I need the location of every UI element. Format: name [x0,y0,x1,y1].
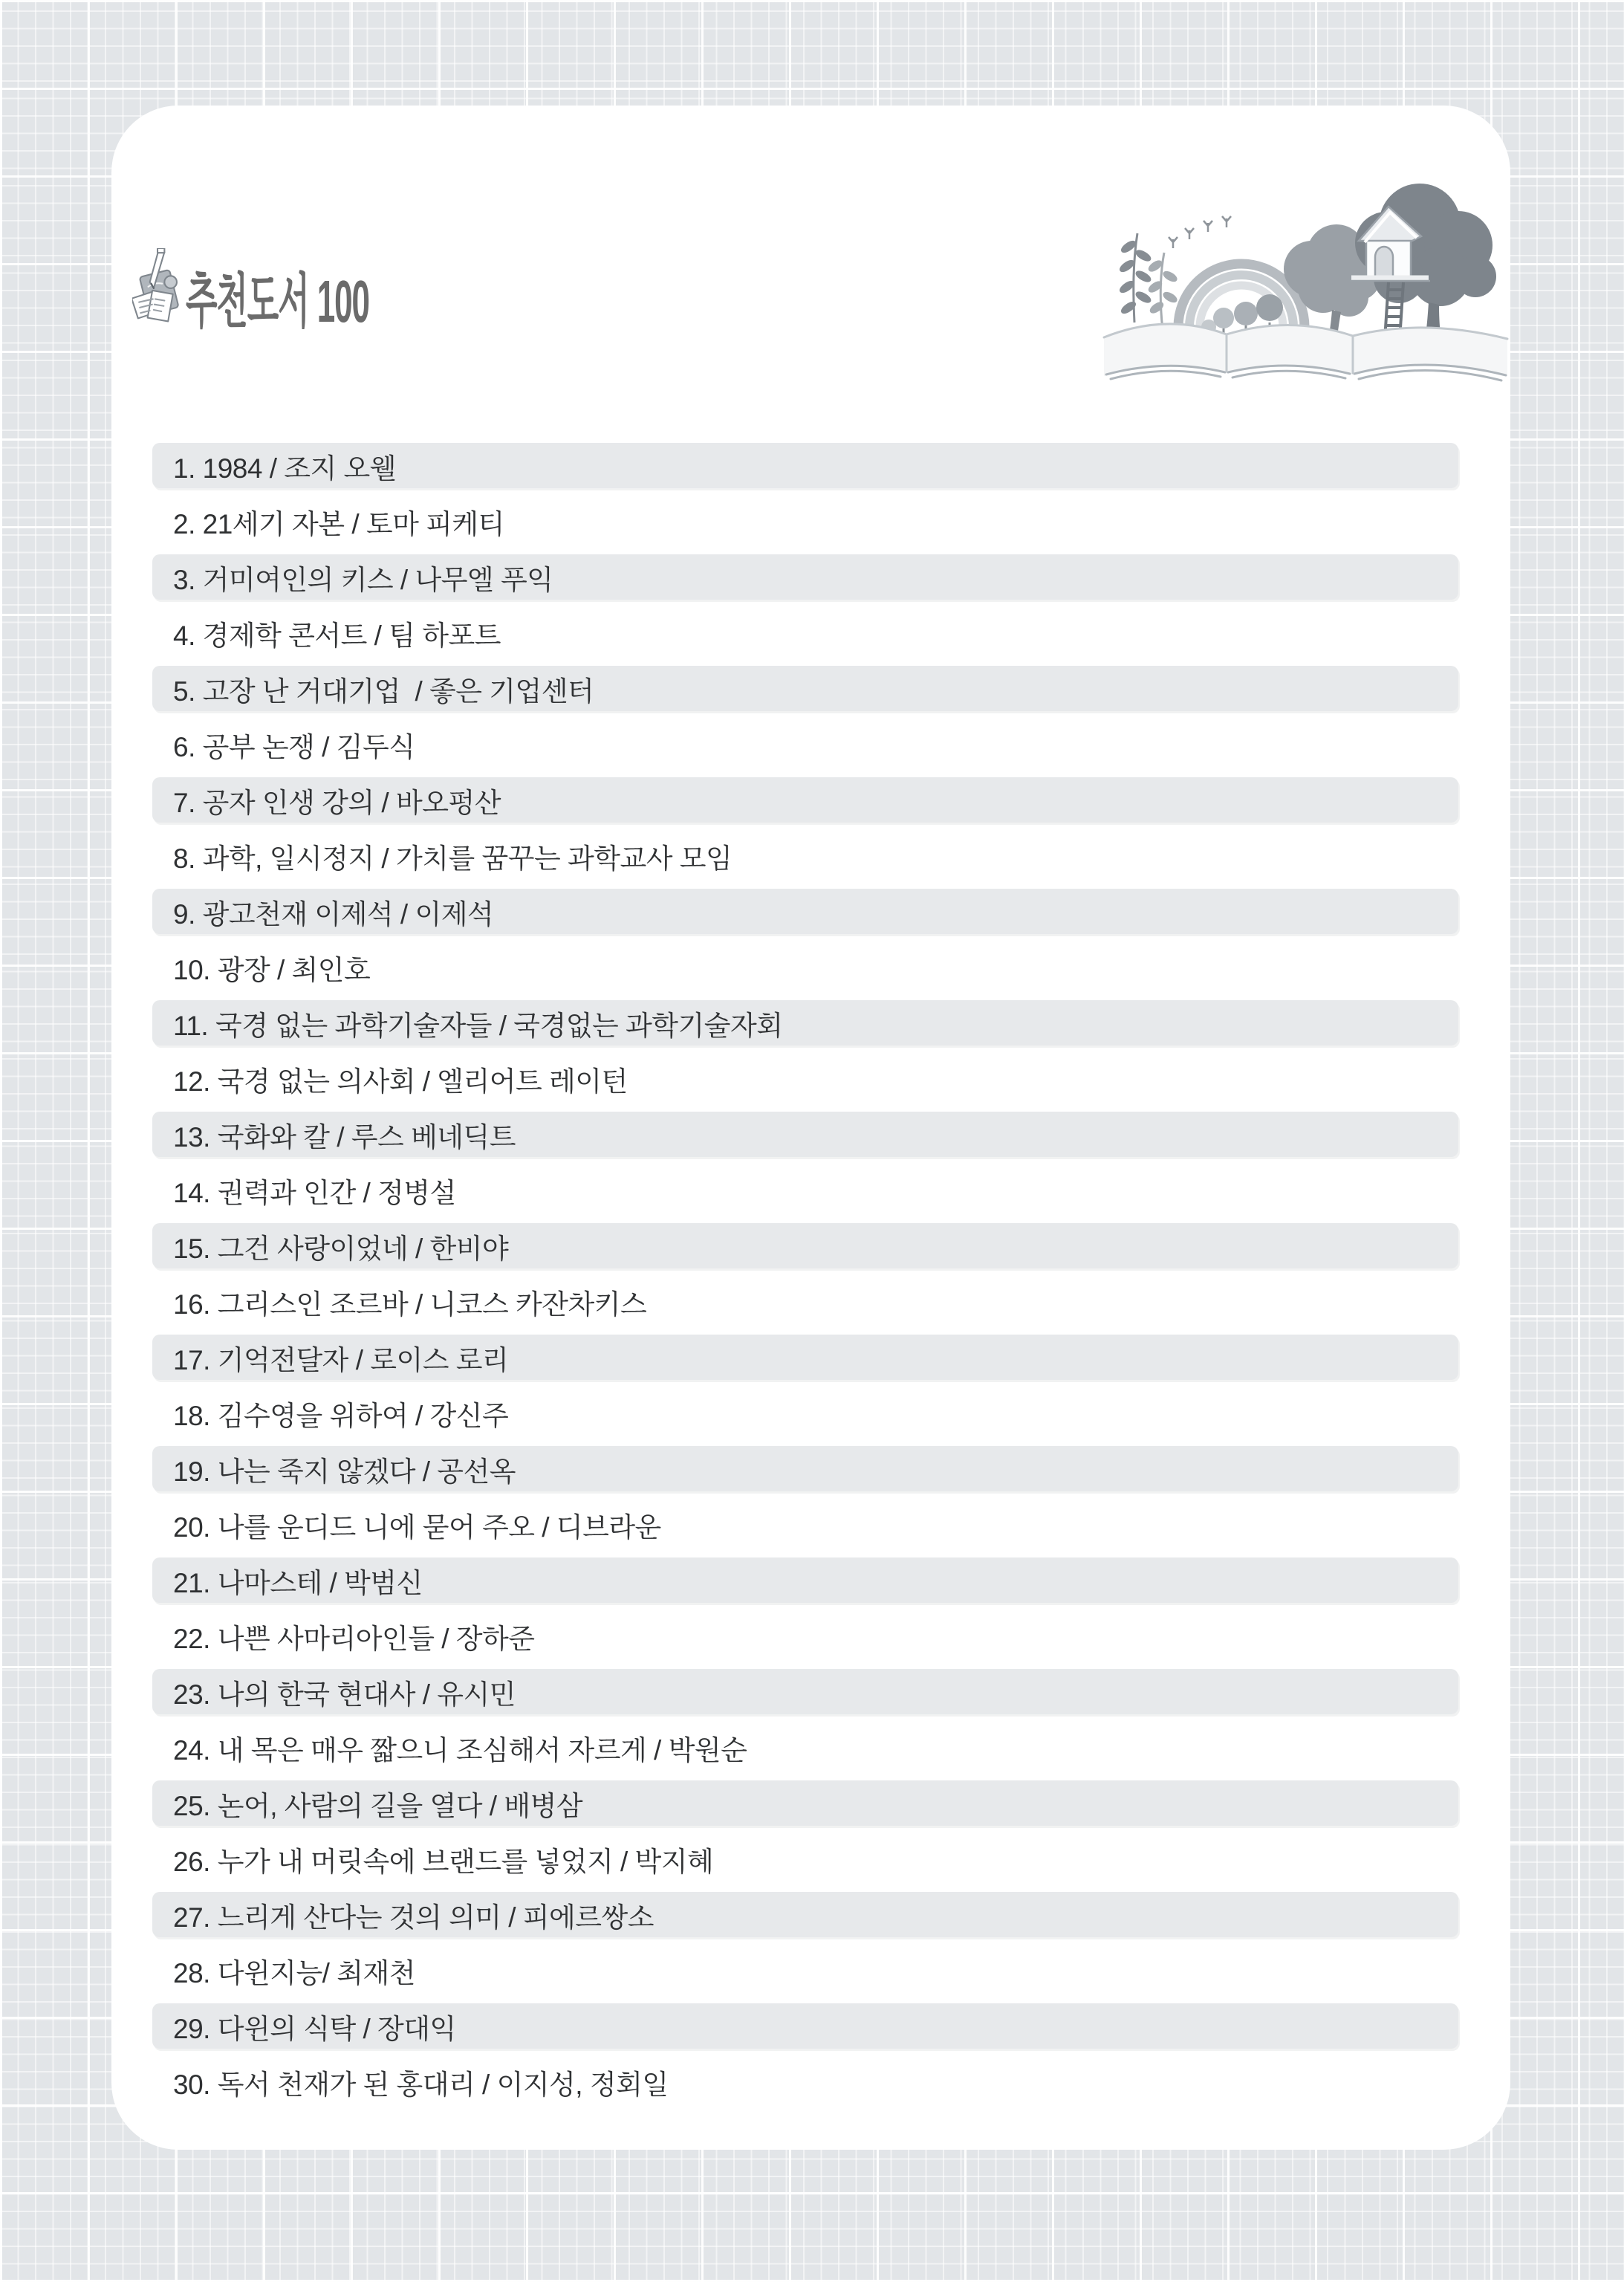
list-item [152,1112,1458,1157]
list-item-label: 26. 누가 내 머릿속에 브랜드를 넣었지 / 박지혜 [173,1846,714,1877]
list-item-label: 13. 국화와 칼 / 루스 베네딕트 [173,1121,516,1153]
content-card [111,106,1510,2150]
list-item [152,1167,1458,1213]
list-item-label: 14. 권력과 인간 / 정병설 [173,1177,456,1208]
list-item [152,944,1458,990]
list-item [152,1836,1458,1881]
list-item-label: 25. 논어, 사람의 길을 열다 / 배병삼 [173,1790,583,1821]
list-item [152,1446,1458,1491]
list-item [152,1613,1458,1659]
list-item-label: 2. 21세기 자본 / 토마 피케티 [173,508,504,539]
list-item [152,1279,1458,1324]
list-item-label: 24. 내 목은 매우 짧으니 조심해서 자르게 / 박원순 [173,1734,747,1766]
list-item-label: 30. 독서 천재가 된 홍대리 / 이지성, 정회일 [173,2069,669,2100]
list-item [152,2059,1458,2104]
list-item [152,1948,1458,1993]
list-item [152,1000,1458,1046]
pen-and-notepad-icon [132,248,181,331]
list-item [152,833,1458,878]
list-item [152,1780,1458,1826]
list-item-label: 9. 광고천재 이제석 / 이제석 [173,898,494,930]
list-item-label: 3. 거미여인의 키스 / 나무엘 푸익 [173,564,553,595]
list-item-label: 5. 고장 난 거대기업 / 좋은 기업센터 [173,675,594,707]
list-item-label: 27. 느리게 산다는 것의 의미 / 피에르쌍소 [173,1902,655,1933]
list-item [152,1892,1458,1937]
list-item [152,777,1458,823]
list-item [152,1669,1458,1714]
list-item-label: 4. 경제학 콘서트 / 팀 하포트 [173,620,501,651]
list-item-label: 29. 다윈의 식탁 / 장대익 [173,2013,456,2044]
list-item-label: 6. 공부 논쟁 / 김두식 [173,731,415,762]
list-item-label: 1. 1984 / 조지 오웰 [173,453,397,484]
list-item [152,1335,1458,1380]
list-item [152,499,1458,544]
list-item-label: 10. 광장 / 최인호 [173,954,371,985]
list-item-label: 22. 나쁜 사마리아인들 / 장하준 [173,1623,535,1654]
list-item-label: 16. 그리스인 조르바 / 니코스 카잔차키스 [173,1289,647,1320]
list-item-label: 21. 나마스테 / 박범신 [173,1567,423,1598]
book-list [152,443,1458,2115]
list-item-label: 18. 김수영을 위하여 / 강신주 [173,1400,509,1431]
list-item [152,1725,1458,1770]
list-item-label: 20. 나를 운디드 니에 묻어 주오 / 디브라운 [173,1511,661,1543]
list-item [152,666,1458,711]
list-item-label: 11. 국경 없는 과학기술자들 / 국경없는 과학기술자회 [173,1010,783,1041]
list-item-label: 28. 다윈지능/ 최재천 [173,1957,415,1988]
list-item-label: 12. 국경 없는 의사회 / 엘리어트 레이턴 [173,1066,628,1097]
list-item-label: 17. 기억전달자 / 로이스 로리 [173,1344,509,1375]
list-item [152,1502,1458,1547]
list-item [152,554,1458,600]
list-item [152,722,1458,767]
treehouse-on-books-illustration [1100,165,1510,388]
list-item-label: 15. 그건 사랑이었네 / 한비야 [173,1233,509,1264]
list-item-label: 7. 공자 인생 강의 / 바오펑산 [173,787,501,818]
list-item [152,1557,1458,1603]
list-item [152,1056,1458,1101]
list-item [152,2003,1458,2049]
list-item [152,889,1458,934]
list-item [152,1223,1458,1268]
list-item-label: 8. 과학, 일시정지 / 가치를 꿈꾸는 과학교사 모임 [173,843,733,874]
list-item-label: 19. 나는 죽지 않겠다 / 공선옥 [173,1456,516,1487]
list-item [152,610,1458,655]
list-item [152,443,1458,488]
page-title: 추천도서 100 [186,268,369,334]
list-item [152,1390,1458,1436]
list-item-label: 23. 나의 한국 현대사 / 유시민 [173,1679,516,1710]
